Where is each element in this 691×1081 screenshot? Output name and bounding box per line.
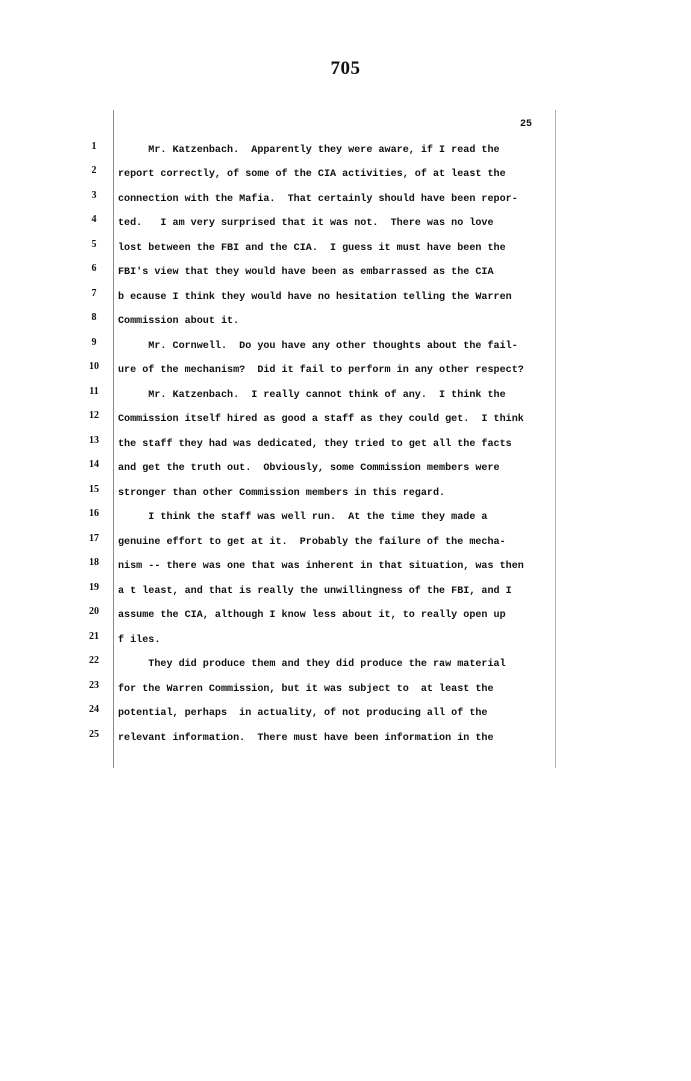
transcript-line: FBI's view that they would have been as embarrassed as the CIA [118, 267, 494, 278]
line-number: 6 [91, 263, 97, 274]
line-number: 8 [91, 312, 97, 323]
line-number: 10 [89, 361, 99, 372]
line-number: 22 [89, 655, 99, 666]
line-number: 9 [91, 337, 97, 348]
line-number: 5 [91, 239, 97, 250]
line-number: 25 [89, 729, 99, 740]
line-number: 2 [91, 165, 97, 176]
line-number: 4 [91, 214, 97, 225]
transcript-line: potential, perhaps in actuality, of not producing all of the [118, 708, 488, 719]
transcript-line: ure of the mechanism? Did it fail to perform in any other respect? [118, 365, 524, 376]
transcript-line: the staff they had was dedicated, they tried to get all the facts [118, 439, 512, 450]
transcript-line: ted. I am very surprised that it was not. There was no love [118, 218, 494, 229]
transcript-line: Mr. Katzenbach. Apparently they were aware, if I read the [118, 145, 500, 156]
line-number: 15 [89, 484, 99, 495]
line-number: 20 [89, 606, 99, 617]
transcript-line: nism -- there was one that was inherent in that situation, was then [118, 561, 524, 572]
line-number: 18 [89, 557, 99, 568]
transcript-line: stronger than other Commission members in this regard. [118, 488, 446, 499]
line-number: 1 [91, 141, 97, 152]
transcript-line: for the Warren Commission, but it was subject to at least the [118, 684, 494, 695]
line-number: 7 [91, 288, 97, 299]
transcript-line: Commission itself hired as good a staff as they could get. I think [118, 414, 524, 425]
transcript-line: f iles. [118, 635, 161, 646]
transcript-line: They did produce them and they did produce the raw material [118, 659, 506, 670]
line-number: 24 [89, 704, 99, 715]
line-number: 14 [89, 459, 99, 470]
line-number: 16 [89, 508, 99, 519]
line-number: 17 [89, 533, 99, 544]
transcript-line: b ecause I think they would have no hesitation telling the Warren [118, 292, 512, 303]
left-margin-rule [113, 110, 114, 768]
transcript-line: Commission about it. [118, 316, 240, 327]
line-number: 11 [89, 386, 99, 397]
line-number: 13 [89, 435, 99, 446]
transcript-line: lost between the FBI and the CIA. I guess it must have been the [118, 243, 506, 254]
transcript-line: Mr. Katzenbach. I really cannot think of any. I think the [118, 390, 506, 401]
transcript-line: and get the truth out. Obviously, some Commission members were [118, 463, 500, 474]
transcript-page [80, 108, 560, 768]
page-number: 705 [330, 58, 361, 79]
right-margin-rule [555, 110, 556, 768]
sheet-number: 25 [520, 119, 533, 130]
line-number: 23 [89, 680, 99, 691]
transcript-line: report correctly, of some of the CIA activities, of at least the [118, 169, 506, 180]
line-number: 21 [89, 631, 99, 642]
line-number: 3 [91, 190, 97, 201]
transcript-line: assume the CIA, although I know less about it, to really open up [118, 610, 506, 621]
transcript-line: relevant information. There must have been information in the [118, 733, 494, 744]
transcript-line: genuine effort to get at it. Probably the failure of the mecha- [118, 537, 506, 548]
transcript-line: connection with the Mafia. That certainly should have been repor- [118, 194, 518, 205]
transcript-line: Mr. Cornwell. Do you have any other thoughts about the fail- [118, 341, 518, 352]
transcript-line: I think the staff was well run. At the time they made a [118, 512, 488, 523]
line-number: 19 [89, 582, 99, 593]
transcript-line: a t least, and that is really the unwillingness of the FBI, and I [118, 586, 512, 597]
line-number: 12 [89, 410, 99, 421]
